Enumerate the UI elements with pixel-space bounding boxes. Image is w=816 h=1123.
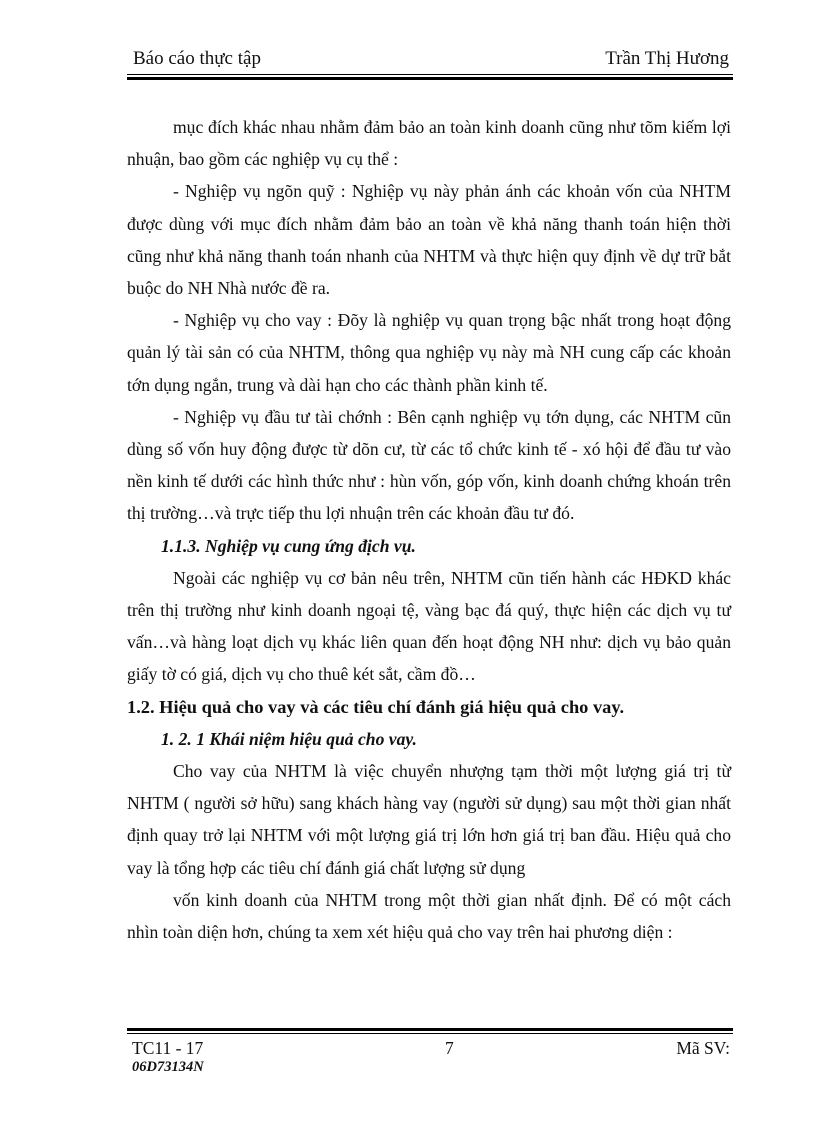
footer-student-id-label: Mã SV: bbox=[676, 1038, 730, 1058]
footer-rule bbox=[127, 1033, 733, 1034]
paragraph: Ngoài các nghiệp vụ cơ bản nêu trên, NHTM cũn tiến hành các HĐKD khác trên thị trường như kinh doanh ngoại tệ, vàng bạc đá quý, thực hiện các dịch vụ tư vấn…và hàng loạt dịch vụ khác liên quan đến hoạt động NH như: dịch vụ bảo quản giấy tờ có giá, dịch vụ cho thuê két sắt, cầm đồ… bbox=[127, 567, 731, 685]
footer-student-code: 06D73134N bbox=[132, 1059, 204, 1075]
header-rule bbox=[127, 74, 733, 75]
subsection-heading: 1.1.3. Nghiệp vụ cung ứng địch vụ. bbox=[161, 535, 416, 556]
paragraph: - Nghiệp vụ đầu tư tài chớnh : Bên cạnh nghiệp vụ tớn dụng, các NHTM cũn dùng số vốn huy động được từ dõn cư, từ các tổ chức kinh tế - xó hội để đầu tư vào nền kinh tế dưới các hình thức như : hùn vốn, góp vốn, kinh doanh chứng khoán trên thị trường…và trực tiếp thu lợi nhuận trên các khoản đầu tư đó. bbox=[127, 406, 731, 524]
page-header bbox=[127, 48, 733, 76]
section-heading: 1.2. Hiệu quả cho vay và các tiêu chí đánh giá hiệu quả cho vay. bbox=[127, 696, 625, 717]
header-author: Trần Thị Hương bbox=[605, 48, 729, 69]
paragraph: vốn kinh doanh của NHTM trong một thời gian nhất định. Để có một cách nhìn toàn diện hơn, chúng ta xem xét hiệu quả cho vay trên hai phương diện : bbox=[127, 889, 731, 943]
footer-class-code: TC11 - 17 bbox=[132, 1038, 204, 1058]
footer-rule-thick bbox=[127, 1028, 733, 1031]
paragraph: mục đích khác nhau nhằm đảm bảo an toàn kinh doanh cũng như tõm kiếm lợi nhuận, bao gồm các nghiệp vụ cụ thể : bbox=[127, 117, 731, 170]
paragraph: - Nghiệp vụ ngõn quỹ : Nghiệp vụ này phản ánh các khoản vốn của NHTM được dùng với mục đích nhằm đảm bảo an toàn về khả năng thanh toán hiện thời cũng như khả năng thanh toán nhanh của NHTM và thực hiện quy định về dự trữ bắt buộc do NH Nhà nước đề ra. bbox=[127, 181, 731, 299]
page-number: 7 bbox=[445, 1038, 454, 1058]
paragraph: - Nghiệp vụ cho vay : Đõy là nghiệp vụ quan trọng bậc nhất trong hoạt động quản lý tài sản có của NHTM, thông qua nghiệp vụ này mà NH cung cấp các khoản tớn dụng ngắn, trung và dài hạn cho các thành phần kinh tế. bbox=[127, 310, 731, 395]
paragraph: Cho vay của NHTM là việc chuyển nhượng tạm thời một lượng giá trị từ NHTM ( người sở hữu) sang khách hàng vay (người sử dụng) sau một thời gian nhất định quay trở lại NHTM với một lượng giá trị lớn hơn giá trị ban đầu. Hiệu quả cho vay là tổng hợp các tiêu chí đánh giá chất lượng sử dụng bbox=[127, 761, 731, 878]
header-rule-thick bbox=[127, 77, 733, 80]
document-body bbox=[127, 111, 731, 948]
subsection-heading: 1. 2. 1 Khái niệm hiệu quả cho vay. bbox=[161, 728, 417, 749]
header-report-title: Báo cáo thực tập bbox=[133, 48, 261, 69]
